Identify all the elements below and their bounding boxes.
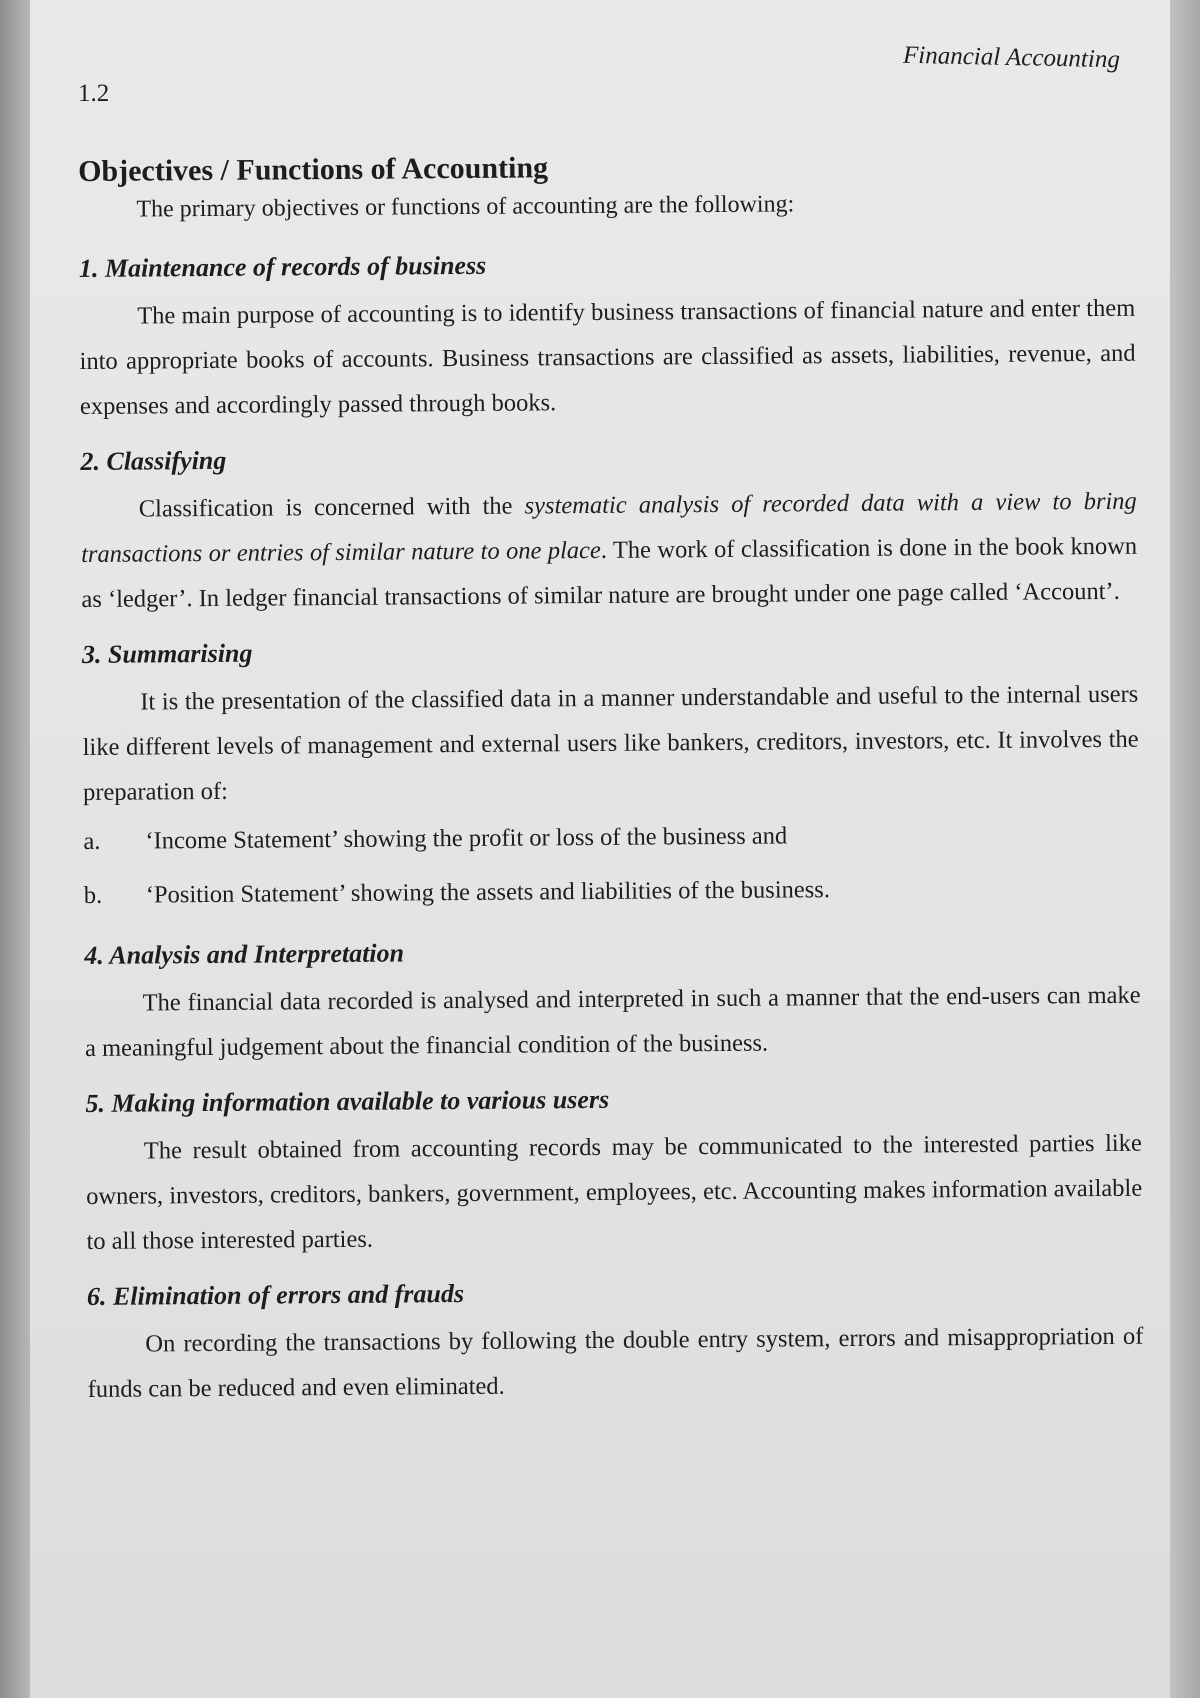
list-marker: b. xyxy=(83,881,103,909)
list-marker: a. xyxy=(83,827,101,855)
item-paragraph xyxy=(81,479,1138,622)
page-left-shadow xyxy=(0,0,30,1698)
item-heading: 5. Making information available to various users xyxy=(85,1084,610,1118)
item-heading: 2. Classifying xyxy=(80,445,227,476)
item-heading: 6. Elimination of errors and frauds xyxy=(86,1279,465,1311)
list-item xyxy=(84,861,1140,923)
objective-item xyxy=(87,1274,1144,1412)
item-paragraph: The result obtained from accounting records may be communicated to the interested parties like owners, investors, creditors, bankers, government, employees, etc. Accounting makes information available to all those interested parties. xyxy=(86,1129,1143,1255)
page-right-shadow xyxy=(1170,0,1200,1698)
list-text: ‘Income Statement’ showing the profit or loss of the business and xyxy=(145,822,788,855)
item-heading: 4. Analysis and Interpretation xyxy=(84,938,405,970)
paragraph-text: Classification is concerned with the xyxy=(138,492,525,523)
objective-item xyxy=(84,933,1141,1071)
item-heading: 1. Maintenance of records of business xyxy=(78,250,487,283)
paragraph-emphasis: systematic analysis of recorded data with a view to bring transactions or entries of similar nature to one place xyxy=(81,487,1137,568)
list-item xyxy=(83,807,1139,869)
item-heading: 3. Summarising xyxy=(81,638,253,669)
item-paragraph: On recording the transactions by following the double entry system, errors and misappropriation of funds can be reduced and even eliminated. xyxy=(87,1322,1144,1403)
section-title: Objectives / Functions of Accounting xyxy=(78,151,549,188)
page-number: 1.2 xyxy=(78,80,110,107)
objective-item xyxy=(85,1081,1142,1264)
page-content xyxy=(78,147,1144,1412)
running-title: Financial Accounting xyxy=(902,41,1121,74)
objective-item xyxy=(79,246,1136,429)
objective-item xyxy=(82,632,1140,923)
item-paragraph: It is the presentation of the classified data in a manner understandable and useful to the internal users like different levels of management and external users like bankers, creditors, investors, etc. It involves the preparation of: xyxy=(82,680,1139,806)
book-page xyxy=(30,0,1170,1698)
objective-item xyxy=(80,439,1137,622)
section-intro: The primary objectives or functions of accounting are the following: xyxy=(136,191,795,223)
item-paragraph: The main purpose of accounting is to identify business transactions of financial nature and enter them into appropriate books of accounts. Business transactions are classified as assets, liabilities, revenue, and expenses and accordingly passed through books. xyxy=(79,294,1136,420)
paragraph-text: . The work of classification is done in the book known as ‘ledger’. In ledger financial transactions of similar nature are brought under one page called ‘Account’. xyxy=(81,532,1138,613)
list-text: ‘Position Statement’ showing the assets and liabilities of the business. xyxy=(145,876,831,909)
item-paragraph: The financial data recorded is analysed and interpreted in such a manner that the end-users can make a meaningful judgement about the financial condition of the business. xyxy=(84,981,1141,1062)
